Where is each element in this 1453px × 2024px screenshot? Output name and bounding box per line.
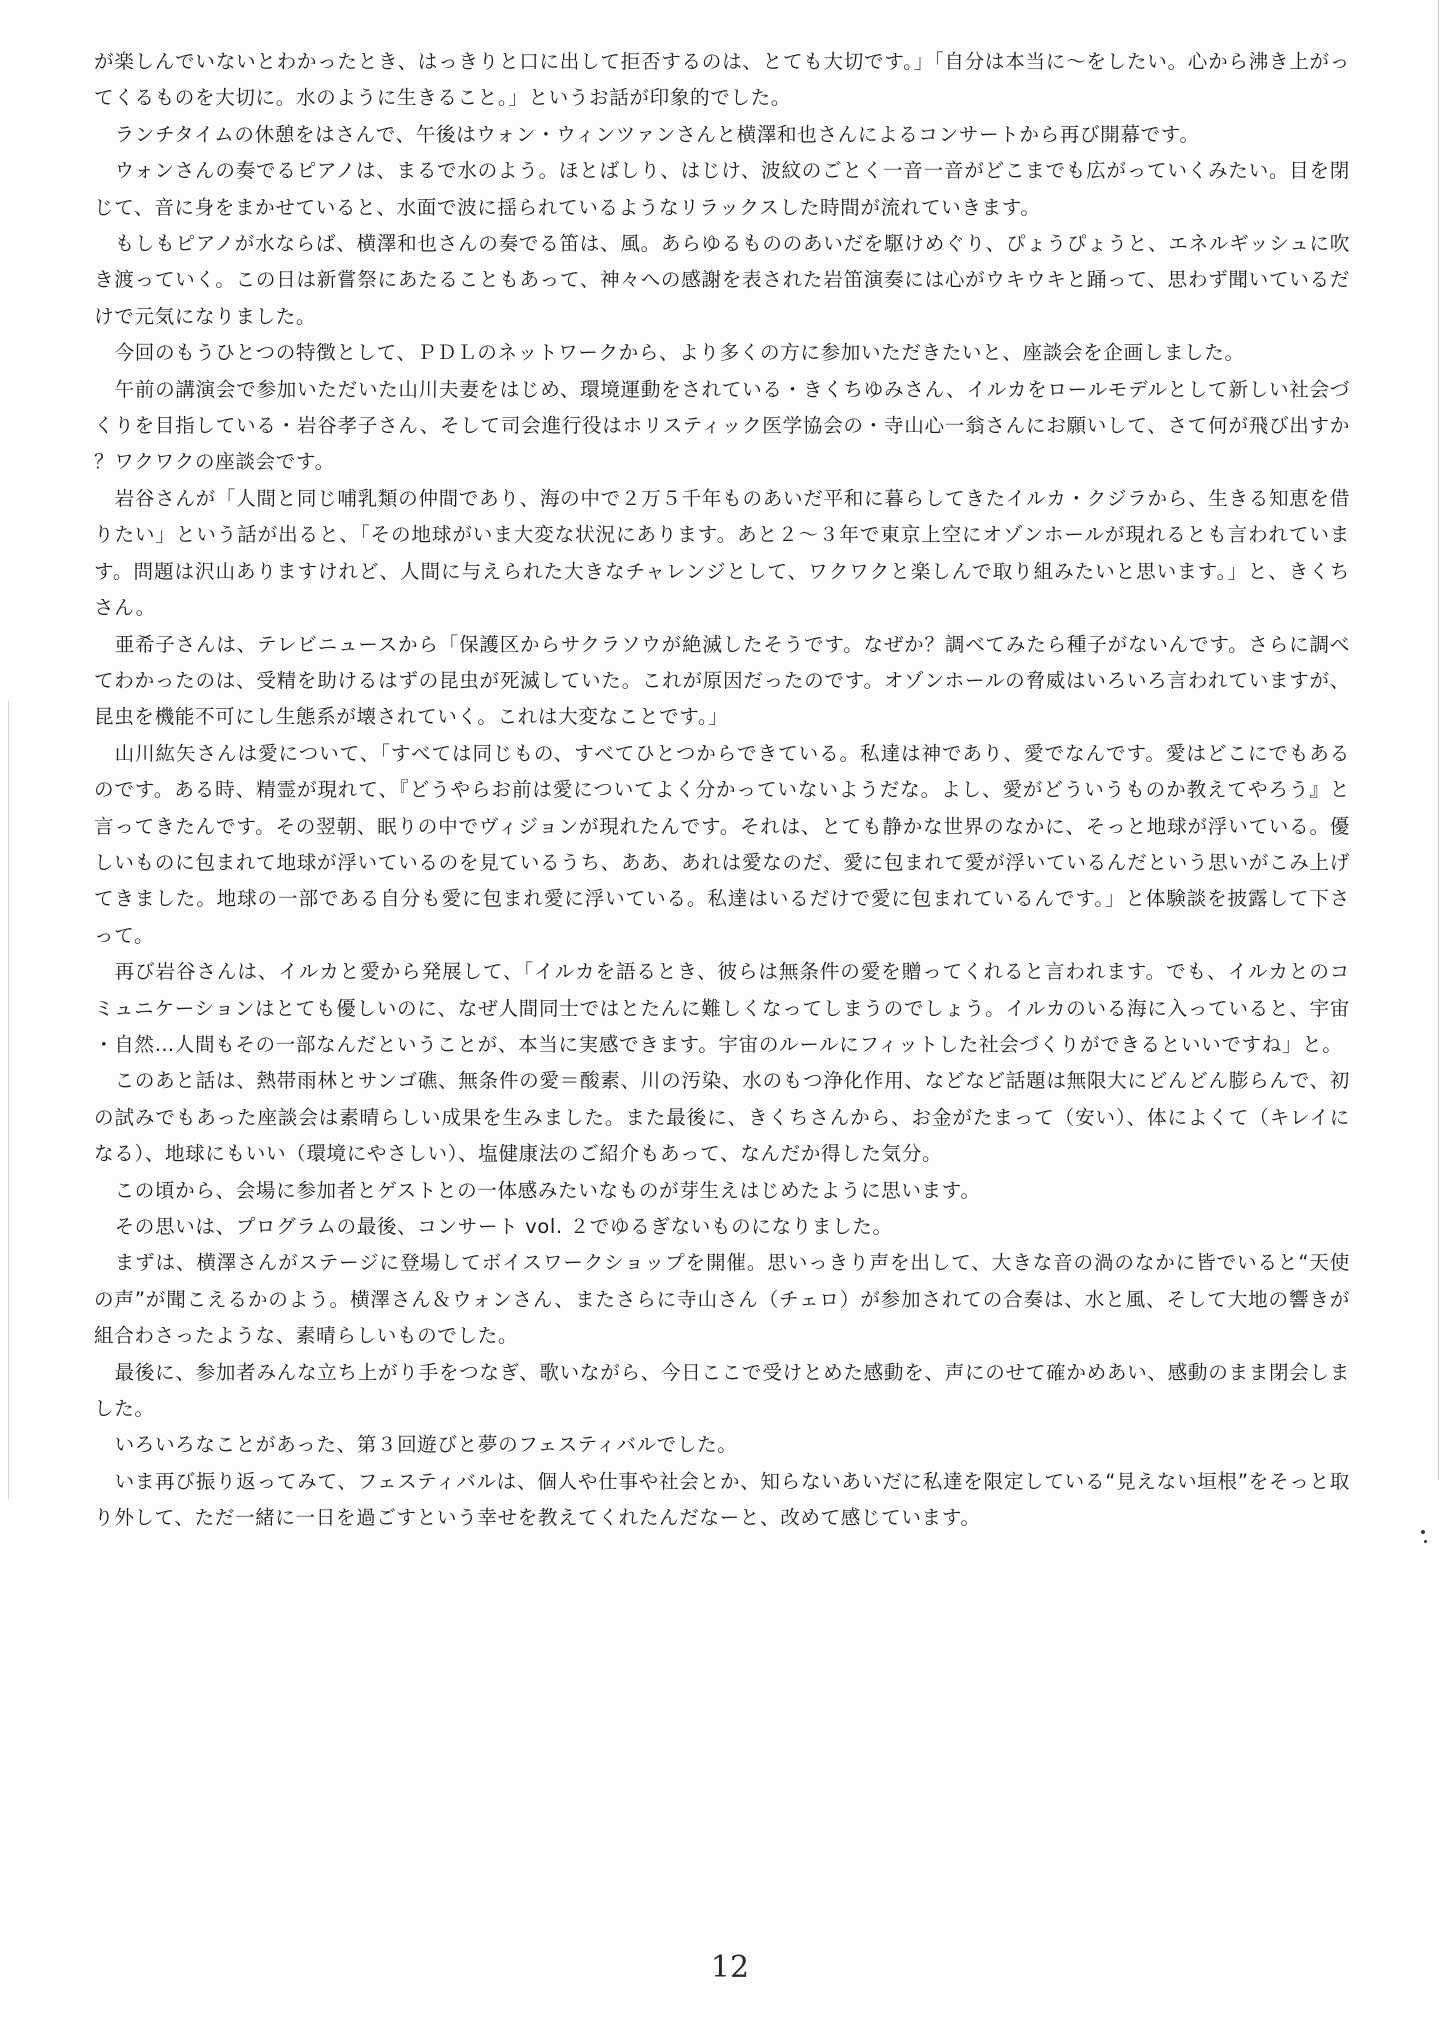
paragraph: 最後に、参加者みんな立ち上がり手をつなぎ、歌いながら、今日ここで受けとめた感動を、声にのせて確かめあい、感動のまま閉会しました。 [94,1360,1350,1421]
scan-edge-line [1438,0,1439,1480]
paragraph: ウォンさんの奏でるピアノは、まるで水のよう。ほとばしり、はじけ、波紋のごとく一音一音がどこまでも広がっていくみたい。目を閉じて、音に身をまかせていると、水面で波に揺られているようなリラックスした時間が流れていきます。 [94,159,1350,219]
paragraph: この頃から、会場に参加者とゲストとの一体感みたいなものが芽生えはじめたように思います。 [114,1178,981,1202]
paragraph: が楽しんでいないとわかったとき、はっきりと口に出して拒否するのは、とても大切です。」「自分は本当に〜をしたい。心から沸き上がってくるものを大切に。水のように生きること。」というお話が印象的でした。 [94,50,1350,110]
paragraph: いろいろなことがあった、第３回遊びと夢のフェスティバルでした。 [114,1433,738,1457]
paragraph: いま再び振り返ってみて、フェスティバルは、個人や仕事や社会とか、知らないあいだに私達を限定している“見えない垣根”をそっと取り外して、ただ一緒に一日を過ごすという幸せを教えてくれたんだなーと、改めて感じています。 [94,1469,1350,1530]
paragraph: 岩谷さんが「人間と同じ哺乳類の仲間であり、海の中で２万５千年ものあいだ平和に暮らしてきたイルカ・クジラから、生きる知恵を借りたい」という話が出ると、「その地球がいま大変な状況にあります。あと２〜３年で東京上空にオゾンホールが現れるとも言われています。問題は沢山ありますけれど、人間に与えられた大きなチャレンジとして、ワクワクと楽しんで取り組みたいと思います。」と、きくちさん。 [94,486,1350,620]
scan-speck [1421,1530,1425,1534]
paragraph: 亜希子さんは、テレビニュースから「保護区からサクラソウが絶滅したそうです。なぜか？調べてみたら種子がないんです。さらに調べてわかったのは、受精を助けるはずの昆虫が死滅していた。これが原因だったのです。オゾンホールの脅威はいろいろ言われていますが、昆虫を機能不可にし生態系が壊されていく。これは大変なことです。」 [94,632,1350,729]
paragraph: ランチタイムの休憩をはさんで、午後はウォン・ウィンツァンさんと横澤和也さんによるコンサートから再び開幕です。 [114,122,1200,146]
paragraph: 再び岩谷さんは、イルカと愛から発展して、「イルカを語るとき、彼らは無条件の愛を贈ってくれると言われます。でも、イルカとのコミュニケーションはとても優しいのに、なぜ人間同士ではとたんに難しくなってしまうのでしょう。イルカのいる海に入っていると、宇宙・自然…人間もその一部なんだということが、本当に実感できます。宇宙のルールにフィットした社会づくりができるといいですね」と。 [94,960,1350,1056]
paragraph: 午前の講演会で参加いただいた山川夫妻をはじめ、環境運動をされている・きくちゆみさん、イルカをロールモデルとして新しい社会づくりを目指している・岩谷孝子さん、そして司会進行役はホリスティック医学協会の・寺山心一翁さんにお願いして、さて何が飛び出すか？ワクワクの座談会です。 [94,377,1350,474]
paragraph: 今回のもうひとつの特徴として、ＰＤＬのネットワークから、より多くの方に参加いただきたいと、座談会を企画しました。 [114,341,1245,365]
article-body [94,44,1350,1537]
scan-speck [1424,1540,1427,1543]
paragraph: もしもピアノが水ならば、横澤和也さんの奏でる笛は、風。あらゆるもののあいだを駆けめぐり、ぴょうぴょうと、エネルギッシュに吹き渡っていく。この日は新嘗祭にあたることもあって、神々への感謝を表された岩笛演奏には心がウキウキと踊って、思わず聞いているだけで元気になりました。 [94,232,1350,328]
scan-edge-line-left [8,700,9,1500]
page-number: 12 [710,1950,750,1985]
paragraph: その思いは、プログラムの最後、コンサート vol. ２でゆるぎないものになりました。 [114,1215,893,1238]
paragraph: 山川紘矢さんは愛について、「すべては同じもの、すべてひとつからできている。私達は神であり、愛でなんです。愛はどこにでもあるのです。ある時、精霊が現れて、『どうやらお前は愛についてよく分かっていないようだな。よし、愛がどういうものか教えてやろう』と言ってきたんです。その翌朝、眠りの中でヴィジョンが現れたんです。それは、とても静かな世界のなかに、そっと地球が浮いている。優しいものに包まれて地球が浮いているのを見ているうち、ああ、あれは愛なのだ、愛に包まれて愛が浮いているんだという思いがこみ上げてきました。地球の一部である自分も愛に包まれ愛に浮いている。私達はいるだけで愛に包まれているんです。」と体験談を披露して下さって。 [94,741,1350,947]
paragraph: まずは、横澤さんがステージに登場してボイスワークショップを開催。思いっきり声を出して、大きな音の渦のなかに皆でいると“天使の声”が聞こえるかのよう。横澤さん＆ウォンさん、またさらに寺山さん（チェロ）が参加されての合奏は、水と風、そして大地の響きが組合わさったような、素晴らしいものでした。 [94,1251,1350,1348]
paragraph: このあと話は、熱帯雨林とサンゴ礁、無条件の愛＝酸素、川の汚染、水のもつ浄化作用、などなど話題は無限大にどんどん膨らんで、初の試みでもあった座談会は素晴らしい成果を生みました。また最後に、きくちさんから、お金がたまって（安い）、体によくて（キレイになる）、地球にもいい（環境にやさしい）、塩健康法のご紹介もあって、なんだか得した気分。 [94,1069,1350,1166]
